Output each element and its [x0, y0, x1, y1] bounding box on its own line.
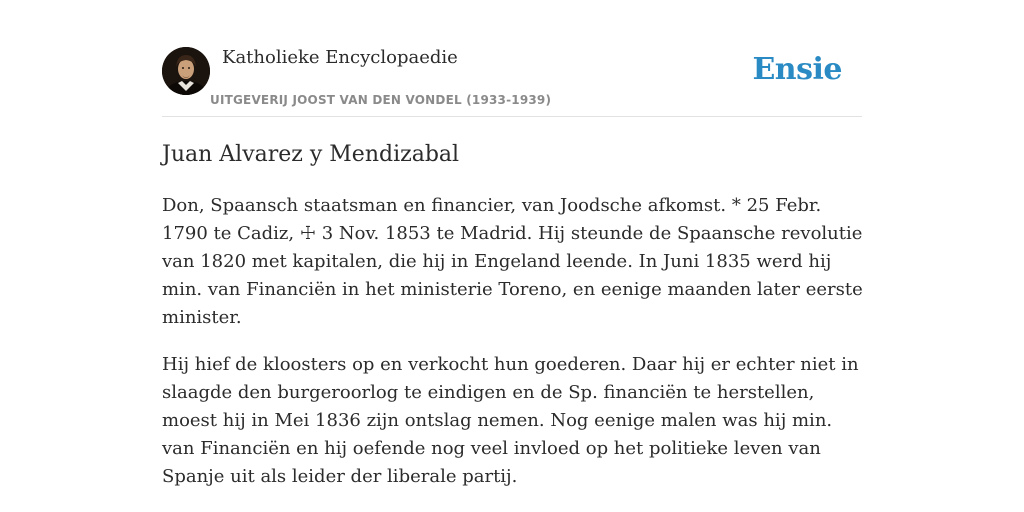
source-header	[162, 46, 862, 117]
ensie-logo[interactable]: Ensie	[752, 52, 842, 87]
publisher-label: UITGEVERIJ JOOST VAN DEN VONDEL (1933-1939)	[210, 93, 552, 107]
source-title[interactable]: Katholieke Encyclopaedie	[222, 47, 458, 68]
source-avatar[interactable]	[162, 47, 210, 95]
entry-body	[162, 192, 867, 510]
entry-title: Juan Alvarez y Mendizabal	[162, 142, 460, 167]
entry-paragraph: Don, Spaansch staatsman en financier, van Joodsche afkomst. * 25 Febr. 1790 te Cadiz, ☩ 3 Nov. 1853 te Madrid. Hij steunde de Spaansche revolutie van 1820 met kapitalen, die hij in Engeland leende. In Juni 1835 werd hij min. van Financiën in het ministerie Toreno, en eenige maanden later eerste minister.	[162, 195, 863, 328]
portrait-icon	[162, 47, 210, 95]
entry-paragraph: Hij hief de kloosters op en verkocht hun goederen. Daar hij er echter niet in slaagde den burgeroorlog te eindigen en de Sp. financiën te herstellen, moest hij in Mei 1836 zijn ontslag nemen. Nog eenige malen was hij min. van Financiën en hij oefende nog veel invloed op het politieke leven van Spanje uit als leider der liberale partij.	[162, 354, 859, 487]
